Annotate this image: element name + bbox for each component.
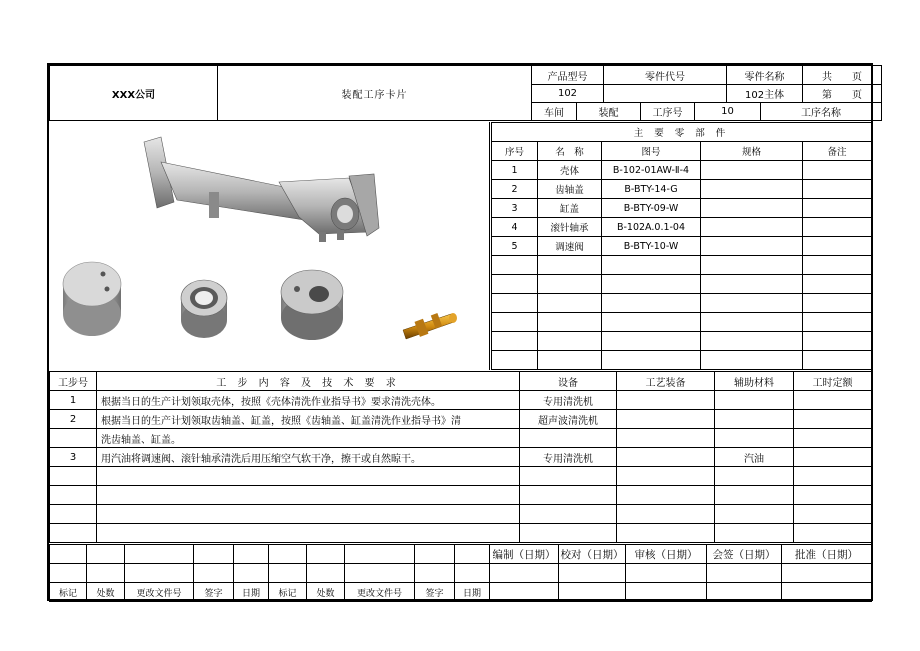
table-row <box>50 486 872 505</box>
revision-label: 标记 <box>50 583 87 602</box>
part-index: 5 <box>492 237 538 256</box>
company-name: XXX公司 <box>50 66 218 121</box>
workshop-value: 装配 <box>577 103 641 121</box>
approval-approved: 批准（日期） <box>782 545 872 564</box>
step-equipment: 专用清洗机 <box>520 448 617 467</box>
part-remark <box>803 218 872 237</box>
signature-table <box>49 544 872 602</box>
part-drawing-no: B-BTY-14-G <box>602 180 701 199</box>
step-time <box>794 448 872 467</box>
step-content: 用汽油将调速阀、滚针轴承清洗后用压缩空气软干净，擦干或自然晾干。 <box>97 448 520 467</box>
parts-col-header: 规格 <box>701 142 803 161</box>
approval-countersigned: 会签（日期） <box>707 545 782 564</box>
cylinder-cover-image <box>281 270 343 340</box>
parts-col-header: 图号 <box>602 142 701 161</box>
steps-col-header: 工 步 内 容 及 技 术 要 求 <box>97 372 520 391</box>
parts-col-header: 备注 <box>803 142 872 161</box>
table-row <box>50 505 872 524</box>
revision-label: 更改文件号 <box>125 583 194 602</box>
parts-illustration <box>49 122 490 370</box>
step-content: 洗齿轴盖、缸盖。 <box>97 429 520 448</box>
table-row <box>492 180 872 199</box>
table-row <box>50 429 872 448</box>
needle-bearing-image <box>181 280 227 338</box>
part-name: 壳体 <box>538 161 602 180</box>
process-no-value: 10 <box>695 103 761 121</box>
part-spec <box>701 161 803 180</box>
part-name: 缸盖 <box>538 199 602 218</box>
table-row <box>50 391 872 410</box>
product-model-value: 102 <box>532 85 604 103</box>
steps-col-header: 工步号 <box>50 372 97 391</box>
step-material <box>715 429 794 448</box>
step-number: 3 <box>50 448 97 467</box>
part-index: 1 <box>492 161 538 180</box>
step-material: 汽油 <box>715 448 794 467</box>
total-pages-label: 共 页 <box>803 66 882 85</box>
part-remark <box>803 237 872 256</box>
table-row <box>492 218 872 237</box>
revision-label: 标记 <box>269 583 307 602</box>
step-number: 1 <box>50 391 97 410</box>
approval-prepared: 编制（日期） <box>490 545 559 564</box>
part-name-value: 102主体 <box>727 85 803 103</box>
step-tooling <box>617 410 715 429</box>
part-spec <box>701 237 803 256</box>
table-row <box>492 199 872 218</box>
steps-col-header: 工时定额 <box>794 372 872 391</box>
step-material <box>715 391 794 410</box>
parts-col-header: 名 称 <box>538 142 602 161</box>
part-drawing-no: B-BTY-09-W <box>602 199 701 218</box>
part-index: 2 <box>492 180 538 199</box>
table-row <box>50 410 872 429</box>
part-name: 齿轴盖 <box>538 180 602 199</box>
step-number: 2 <box>50 410 97 429</box>
table-row <box>492 237 872 256</box>
step-tooling <box>617 429 715 448</box>
speed-valve-image <box>403 313 457 339</box>
step-time <box>794 410 872 429</box>
part-drawing-no: B-BTY-10-W <box>602 237 701 256</box>
table-row <box>50 524 872 543</box>
part-spec <box>701 199 803 218</box>
step-equipment <box>520 429 617 448</box>
steps-col-header: 辅助材料 <box>715 372 794 391</box>
approval-checked: 校对（日期） <box>559 545 626 564</box>
step-number <box>50 429 97 448</box>
step-time <box>794 391 872 410</box>
table-row <box>492 275 872 294</box>
step-time <box>794 429 872 448</box>
part-name: 调速阀 <box>538 237 602 256</box>
step-equipment: 专用清洗机 <box>520 391 617 410</box>
table-row <box>492 351 872 370</box>
steps-col-header: 设备 <box>520 372 617 391</box>
part-drawing-no: B-102A.0.1-04 <box>602 218 701 237</box>
revision-label: 更改文件号 <box>345 583 415 602</box>
parts-col-header: 序号 <box>492 142 538 161</box>
table-row <box>50 467 872 486</box>
card-header <box>49 65 882 121</box>
approval-reviewed: 审核（日期） <box>626 545 707 564</box>
part-name-label: 零件名称 <box>727 66 803 85</box>
part-remark <box>803 180 872 199</box>
table-row <box>492 313 872 332</box>
main-parts-table <box>491 122 872 370</box>
part-remark <box>803 161 872 180</box>
table-row <box>50 448 872 467</box>
step-tooling <box>617 448 715 467</box>
part-spec <box>701 218 803 237</box>
step-tooling <box>617 391 715 410</box>
table-row <box>492 332 872 351</box>
table-row <box>492 294 872 313</box>
process-no-label: 工序号 <box>641 103 695 121</box>
part-index: 4 <box>492 218 538 237</box>
card-title: 装配工序卡片 <box>218 66 532 121</box>
step-content: 根据当日的生产计划领取齿轴盖、缸盖，按照《齿轴盖、缸盖清洗作业指导书》清 <box>97 410 520 429</box>
part-index: 3 <box>492 199 538 218</box>
step-equipment: 超声波清洗机 <box>520 410 617 429</box>
step-material <box>715 410 794 429</box>
table-row <box>492 161 872 180</box>
workshop-label: 车间 <box>532 103 577 121</box>
revision-label: 签字 <box>194 583 234 602</box>
process-name-label: 工序名称 <box>761 103 882 121</box>
revision-label: 日期 <box>234 583 269 602</box>
revision-label: 处数 <box>87 583 125 602</box>
revision-label: 处数 <box>307 583 345 602</box>
process-steps-table <box>49 371 872 543</box>
revision-label: 日期 <box>455 583 490 602</box>
part-name: 滚针轴承 <box>538 218 602 237</box>
table-row <box>492 256 872 275</box>
housing-part-image <box>144 137 379 242</box>
step-content: 根据当日的生产计划领取壳体，按照《壳体清洗作业指导书》要求清洗壳体。 <box>97 391 520 410</box>
revision-label: 签字 <box>415 583 455 602</box>
part-code-label: 零件代号 <box>604 66 727 85</box>
part-drawing-no: B-102-01AW-Ⅱ-4 <box>602 161 701 180</box>
part-spec <box>701 180 803 199</box>
part-code-value <box>604 85 727 103</box>
page-number-label: 第 页 <box>803 85 882 103</box>
gear-cover-image <box>63 262 121 336</box>
process-card <box>47 63 873 601</box>
product-model-label: 产品型号 <box>532 66 604 85</box>
parts-table-title: 主 要 零 部 件 <box>492 123 872 142</box>
part-remark <box>803 199 872 218</box>
steps-col-header: 工艺装备 <box>617 372 715 391</box>
